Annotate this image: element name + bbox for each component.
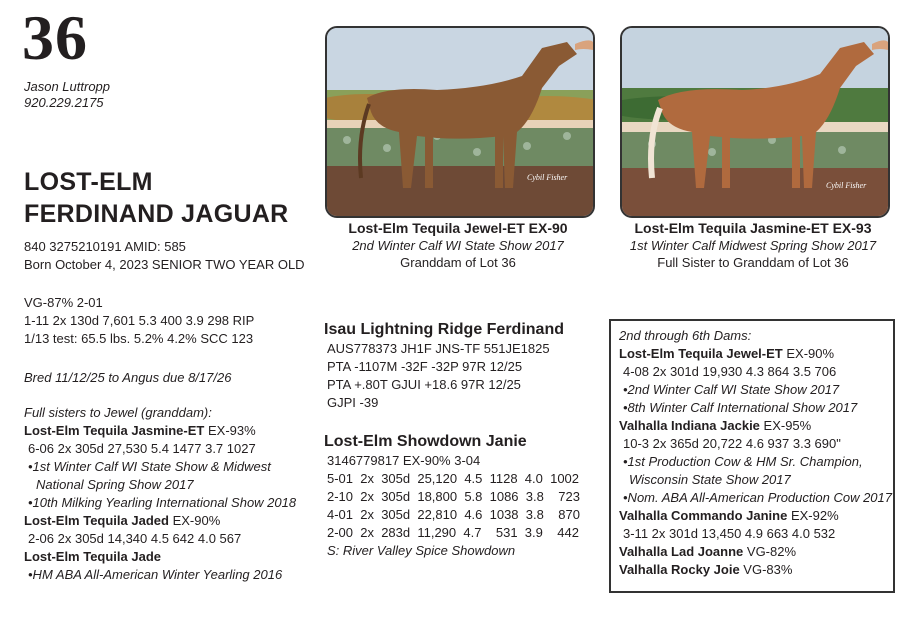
dams-heading: 2nd through 6th Dams:: [619, 328, 752, 343]
dam-record-1: 5-01 2x 305d 25,120 4.5 1128 4.0 1002: [327, 471, 580, 486]
lactation-record: 1-11 2x 130d 7,601 5.3 400 3.9 298 RIP: [24, 313, 255, 328]
sister-1-note2: National Spring Show 2017: [36, 477, 194, 492]
sire-section: [324, 320, 564, 412]
classification: VG-87% 2-01: [24, 295, 103, 310]
sister-3-name: Lost-Elm Tequila Jade: [24, 549, 162, 564]
dam-6-score: VG-83%: [739, 562, 793, 577]
sister-1-score: EX-93%: [204, 423, 256, 438]
born-line: Born October 4, 2023 SENIOR TWO YEAR OLD: [24, 257, 305, 272]
photo-2-watermark: Cybil Fisher: [826, 181, 867, 190]
consignor-info: [24, 79, 110, 111]
sister-3-note: •HM ABA All-American Winter Yearling 2016: [28, 567, 283, 582]
animal-details: [24, 238, 305, 274]
photo-2-title: Lost-Elm Tequila Jasmine-ET EX-93: [634, 220, 872, 236]
dam-2-record: 4-08 2x 301d 19,930 4.3 864 3.5 706: [623, 364, 837, 379]
photo-jewel: [325, 26, 595, 218]
records: [24, 294, 254, 348]
dam-3-name: Valhalla Indiana Jackie: [619, 418, 760, 433]
sister-1-note1: •1st Winter Calf WI State Show & Midwest: [28, 459, 271, 474]
photo-1-relation: Granddam of Lot 36: [400, 255, 516, 270]
cow-photo-2: [622, 28, 888, 216]
photo-1-caption: [318, 220, 598, 271]
dams-box: [609, 319, 895, 593]
dam-3-note2: Wisconsin State Show 2017: [629, 472, 791, 487]
dam-record-2: 2-10 2x 305d 18,800 5.8 1086 3.8 723: [327, 489, 580, 504]
photo-2-relation: Full Sister to Granddam of Lot 36: [657, 255, 849, 270]
dam-3-record: 10-3 2x 365d 20,722 4.6 937 3.3 690": [623, 436, 841, 451]
dam-3-note1: •1st Production Cow & HM Sr. Champion,: [623, 454, 863, 469]
dam-3-note3: •Nom. ABA All-American Production Cow 2017: [623, 490, 892, 505]
dam-3-score: EX-95%: [759, 418, 812, 433]
sister-2-name: Lost-Elm Tequila Jaded: [24, 513, 169, 528]
dam-5-score: VG-82%: [743, 544, 797, 559]
dam-2-score: EX-90%: [782, 346, 835, 361]
sisters-section: [24, 404, 296, 584]
dam-name: Lost-Elm Showdown Janie: [324, 433, 527, 450]
sire-name: Isau Lightning Ridge Ferdinand: [324, 321, 564, 338]
photo-1-award: 2nd Winter Calf WI State Show 2017: [352, 238, 564, 253]
sister-2-score: EX-90%: [168, 513, 221, 528]
sire-ids: AUS778373 JH1F JNS-TF 551JE1825: [327, 341, 550, 356]
dam-6-name: Valhalla Rocky Joie: [619, 562, 740, 577]
dam-record-4: 2-00 2x 283d 11,290 4.7 531 3.9 442: [327, 525, 580, 540]
consignor-phone: 920.229.2175: [24, 95, 104, 110]
sister-1-record: 6-06 2x 305d 27,530 5.4 1477 3.7 1027: [28, 441, 256, 456]
dam-record-3: 4-01 2x 305d 22,810 4.6 1038 3.8 870: [327, 507, 580, 522]
dam-2-note1: •2nd Winter Calf WI State Show 2017: [623, 382, 840, 397]
dam-4-score: EX-92%: [787, 508, 839, 523]
sire-pta-2: PTA +.80T GJUI +18.6 97R 12/25: [327, 377, 521, 392]
sire-pta-1: PTA -1107M -32F -32P 97R 12/25: [327, 359, 523, 374]
consignor-name: Jason Luttropp: [24, 79, 111, 94]
animal-name: [24, 166, 289, 230]
sister-1-name: Lost-Elm Tequila Jasmine-ET: [24, 423, 205, 438]
photo-1-watermark: Cybil Fisher: [527, 173, 568, 182]
id-line: 840 3275210191 AMID: 585: [24, 239, 186, 254]
animal-name-line2: FERDINAND JAGUAR: [24, 200, 289, 228]
bred-info: Bred 11/12/25 to Angus due 8/17/26: [24, 370, 232, 385]
sister-1-note3: •10th Milking Yearling International Show 2018: [28, 495, 297, 510]
photo-jasmine: [620, 26, 890, 218]
dam-sire: S: River Valley Spice Showdown: [327, 543, 516, 558]
cow-photo-1: [327, 28, 593, 216]
photo-1-title: Lost-Elm Tequila Jewel-ET EX-90: [348, 220, 568, 236]
sister-2-record: 2-06 2x 305d 14,340 4.5 642 4.0 567: [28, 531, 242, 546]
dam-4-name: Valhalla Commando Janine: [619, 508, 788, 523]
lot-number: 36: [22, 2, 88, 73]
dam-2-note2: •8th Winter Calf International Show 2017: [623, 400, 858, 415]
dam-id: 3146779817 EX-90% 3-04: [327, 453, 481, 468]
photo-2-caption: [610, 220, 896, 271]
photo-2-award: 1st Winter Calf Midwest Spring Show 2017: [629, 238, 877, 253]
dam-5-name: Valhalla Lad Joanne: [619, 544, 744, 559]
sire-gjpi: GJPI -39: [327, 395, 379, 410]
dam-4-record: 3-11 2x 301d 13,450 4.9 663 4.0 532: [623, 526, 836, 541]
test-result: 1/13 test: 65.5 lbs. 5.2% 4.2% SCC 123: [24, 331, 254, 346]
dam-2-name: Lost-Elm Tequila Jewel-ET: [619, 346, 783, 361]
dam-section: [324, 432, 580, 560]
animal-name-line1: LOST-ELM: [24, 168, 153, 196]
sisters-heading: Full sisters to Jewel (granddam):: [24, 405, 212, 420]
